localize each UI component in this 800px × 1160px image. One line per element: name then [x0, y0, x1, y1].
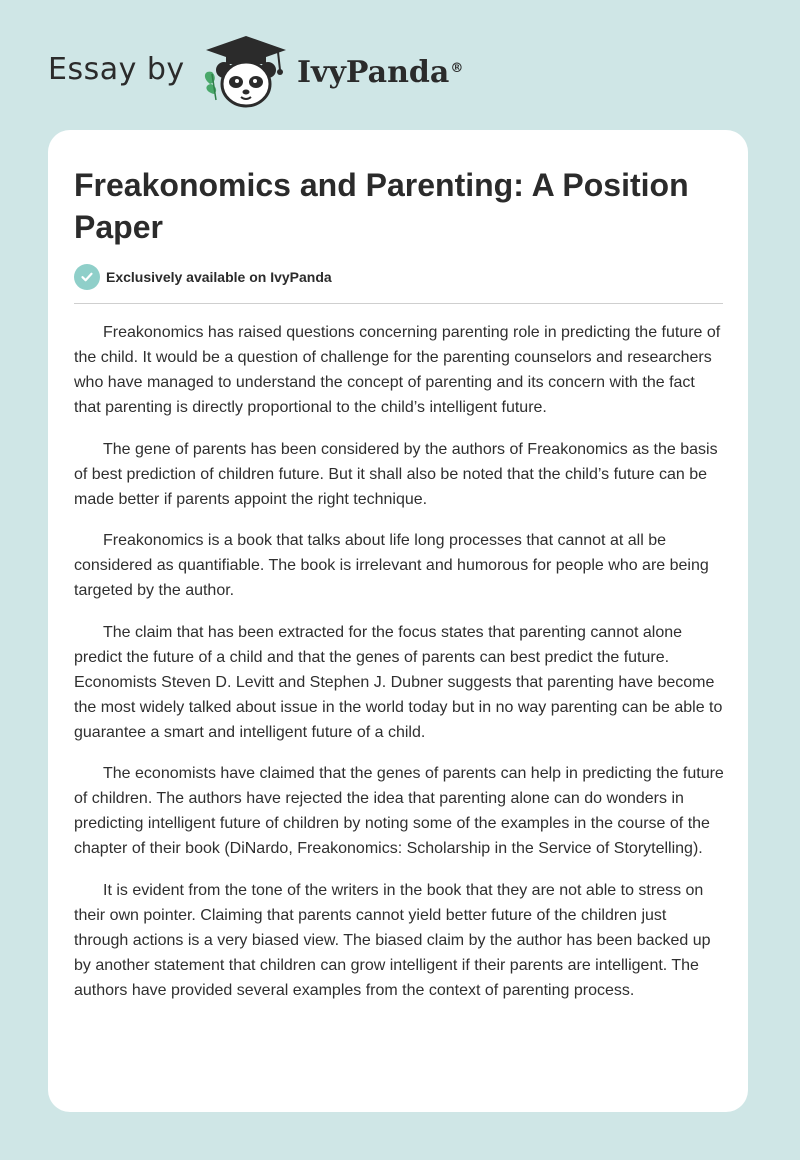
paragraph: It is evident from the tone of the writers in the book that they are not able to stress on their own pointer. Claiming that parents cannot yield better future of the children just through actions is a very biased view. The biased claim by the author has been backed up by another statement that children can grow intelligent if their parents are intelligent. The authors have provided several examples from the context of parenting process.	[74, 881, 711, 999]
page-title: Freakonomics and Parenting: A Position Paper	[74, 167, 689, 245]
brand-logo-text[interactable]	[297, 53, 463, 93]
brand-name: IvyPanda	[297, 55, 450, 90]
essay-by-label: Essay by	[48, 52, 185, 87]
badge-text: Exclusively available on IvyPanda	[106, 269, 332, 285]
paragraph: Freakonomics is a book that talks about life long processes that cannot at all be considered as quantifiable. The book is irrelevant and humorous for people who are being targeted by the author.	[74, 532, 709, 599]
paragraph: The gene of parents has been considered by the authors of Freakonomics as the basis of best prediction of children future. But it shall also be noted that the child’s future can be made better if parents appoint the right technique.	[74, 440, 718, 508]
divider	[74, 303, 723, 304]
exclusive-badge	[74, 264, 332, 290]
panda-graduate-icon[interactable]	[200, 30, 292, 112]
site-header	[0, 0, 800, 130]
essay-body	[74, 320, 724, 1019]
paragraph: The economists have claimed that the genes of parents can help in predicting the future of children. The authors have rejected the idea that parenting alone can do wonders in predicting intelligent future of children by noting some of the examples in the course of the chapter of their book (DiNardo, Freakonomics: Scholarship in the Service of Storytelling).	[74, 765, 724, 857]
essay-card	[48, 130, 748, 1112]
registered-mark: ®	[450, 61, 464, 76]
check-icon	[74, 264, 100, 290]
paragraph: The claim that has been extracted for the focus states that parenting cannot alone predict the future of a child and that the genes of parents can best predict the future. Economists Steven D. Levitt and Stephen J. Dubner suggests that parenting have become the most widely talked about issue in the world today but in no way parenting can be able to guarantee a smart and intelligent future of a child.	[74, 623, 723, 741]
paragraph: Freakonomics has raised questions concerning parenting role in predicting the future of the child. It would be a question of challenge for the parenting counselors and researchers who have managed to understand the concept of parenting and its concern with the fact that parenting is directly proportional to the child’s intelligent future.	[74, 324, 721, 416]
